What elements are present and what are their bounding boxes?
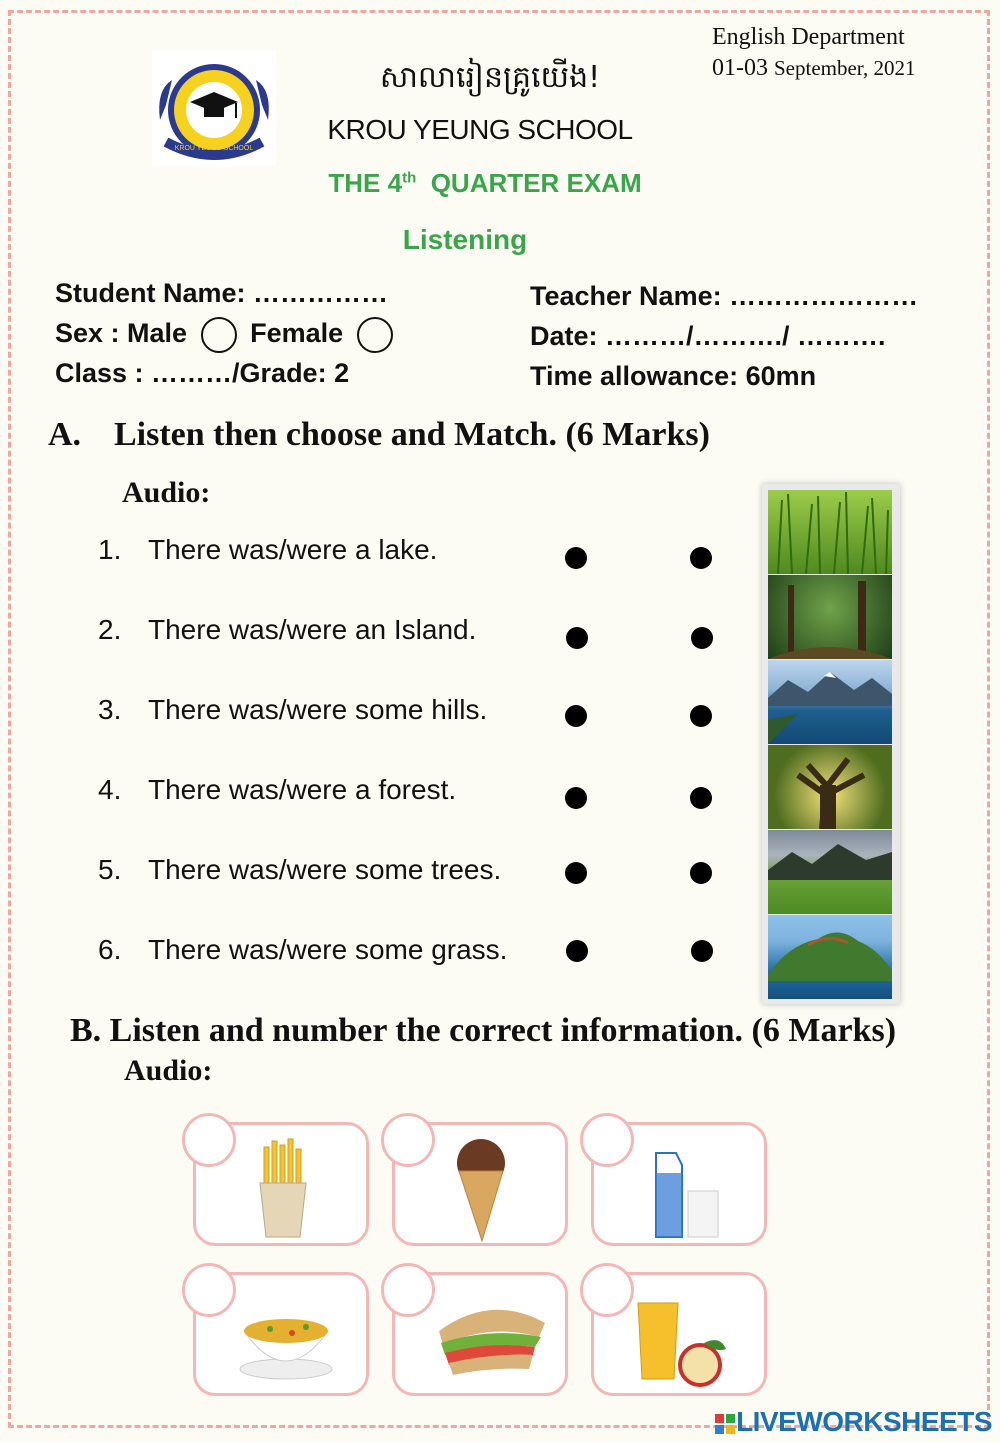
match-items [98, 534, 507, 1014]
female-radio[interactable] [357, 317, 393, 353]
soup-icon [236, 1283, 346, 1393]
student-name-field[interactable]: Student Name: …………… [55, 278, 389, 308]
number-circle[interactable] [580, 1113, 634, 1167]
teacher-name-field[interactable]: Teacher Name: ………………… [530, 281, 919, 311]
food-card-ice-cream [392, 1122, 568, 1246]
match-dot-right-3[interactable] [690, 705, 712, 727]
section-b-title: B. Listen and number the correct information. (6 Marks) [70, 1012, 897, 1049]
match-item: 6. There was/were some grass. [98, 934, 508, 965]
food-card-milk [591, 1122, 767, 1246]
match-dot-left-2[interactable] [566, 627, 588, 649]
match-dot-left-1[interactable] [565, 547, 587, 569]
match-dot-right-4[interactable] [690, 787, 712, 809]
section-a-title: A. Listen then choose and Match. (6 Marks) [48, 416, 710, 453]
exam-date: 01-03 September, 2021 [712, 55, 916, 81]
school-name: KROU YEUNG SCHOOL [327, 114, 633, 145]
number-circle[interactable] [182, 1113, 236, 1167]
teacher-info [530, 276, 918, 396]
number-circle[interactable] [381, 1263, 435, 1317]
hills-picture [768, 830, 892, 914]
food-card-apple-juice [591, 1272, 767, 1396]
match-dot-right-1[interactable] [690, 547, 712, 569]
ice-cream-icon [435, 1133, 525, 1243]
apple-juice-icon [634, 1283, 744, 1393]
match-item: 5. There was/were some trees. [98, 854, 502, 885]
date-field[interactable]: Date: ………/………./ ………. [530, 321, 886, 351]
match-item: 3. There was/were some hills. [98, 694, 488, 725]
match-dot-left-3[interactable] [565, 705, 587, 727]
match-dot-right-6[interactable] [691, 940, 713, 962]
number-circle[interactable] [381, 1113, 435, 1167]
match-dot-right-5[interactable] [690, 862, 712, 884]
grass-picture [768, 490, 892, 574]
tree-picture [768, 745, 892, 829]
match-dot-left-6[interactable] [566, 940, 588, 962]
section-b-audio-label[interactable]: Audio: [124, 1054, 213, 1087]
brand-logo-icon [714, 1413, 736, 1435]
match-item: 4. There was/were a forest. [98, 774, 457, 805]
food-card-sandwich [392, 1272, 568, 1396]
svg-text:KROU YEUNG SCHOOL: KROU YEUNG SCHOOL [174, 145, 254, 152]
match-item: 1. There was/were a lake. [98, 534, 438, 565]
exam-title: THE 4th QUARTER EXAM [328, 168, 642, 198]
match-item: 2. There was/were an Island. [98, 614, 477, 645]
subject-title: Listening [402, 224, 528, 255]
class-grade-field[interactable]: Class : ………/Grade: 2 [55, 358, 350, 388]
match-dot-left-5[interactable] [565, 862, 587, 884]
food-card-french-fries [193, 1122, 369, 1246]
department-name: English Department [712, 24, 905, 50]
khmer-school-title: សាលារៀនគ្រូយើង! [379, 60, 601, 95]
food-card-soup [193, 1272, 369, 1396]
school-logo [152, 50, 276, 166]
milk-icon [634, 1133, 734, 1243]
student-info [55, 273, 399, 393]
forest-picture [768, 575, 892, 659]
section-a-audio-label[interactable]: Audio: [122, 476, 211, 509]
french-fries-icon [236, 1133, 326, 1243]
sex-row: Sex : Male Female [55, 313, 399, 353]
number-circle[interactable] [580, 1263, 634, 1317]
match-dot-right-2[interactable] [691, 627, 713, 649]
sandwich-icon [435, 1283, 555, 1393]
department-block [712, 22, 915, 84]
male-radio[interactable] [201, 317, 237, 353]
lake-picture [768, 660, 892, 744]
time-allowance: Time allowance: 60mn [530, 361, 817, 391]
liveworksheets-brand[interactable]: LIVEWORKSHEETS [714, 1406, 992, 1438]
number-circle[interactable] [182, 1263, 236, 1317]
picture-strip [762, 484, 900, 1004]
match-dot-left-4[interactable] [565, 787, 587, 809]
island-picture [768, 915, 892, 999]
